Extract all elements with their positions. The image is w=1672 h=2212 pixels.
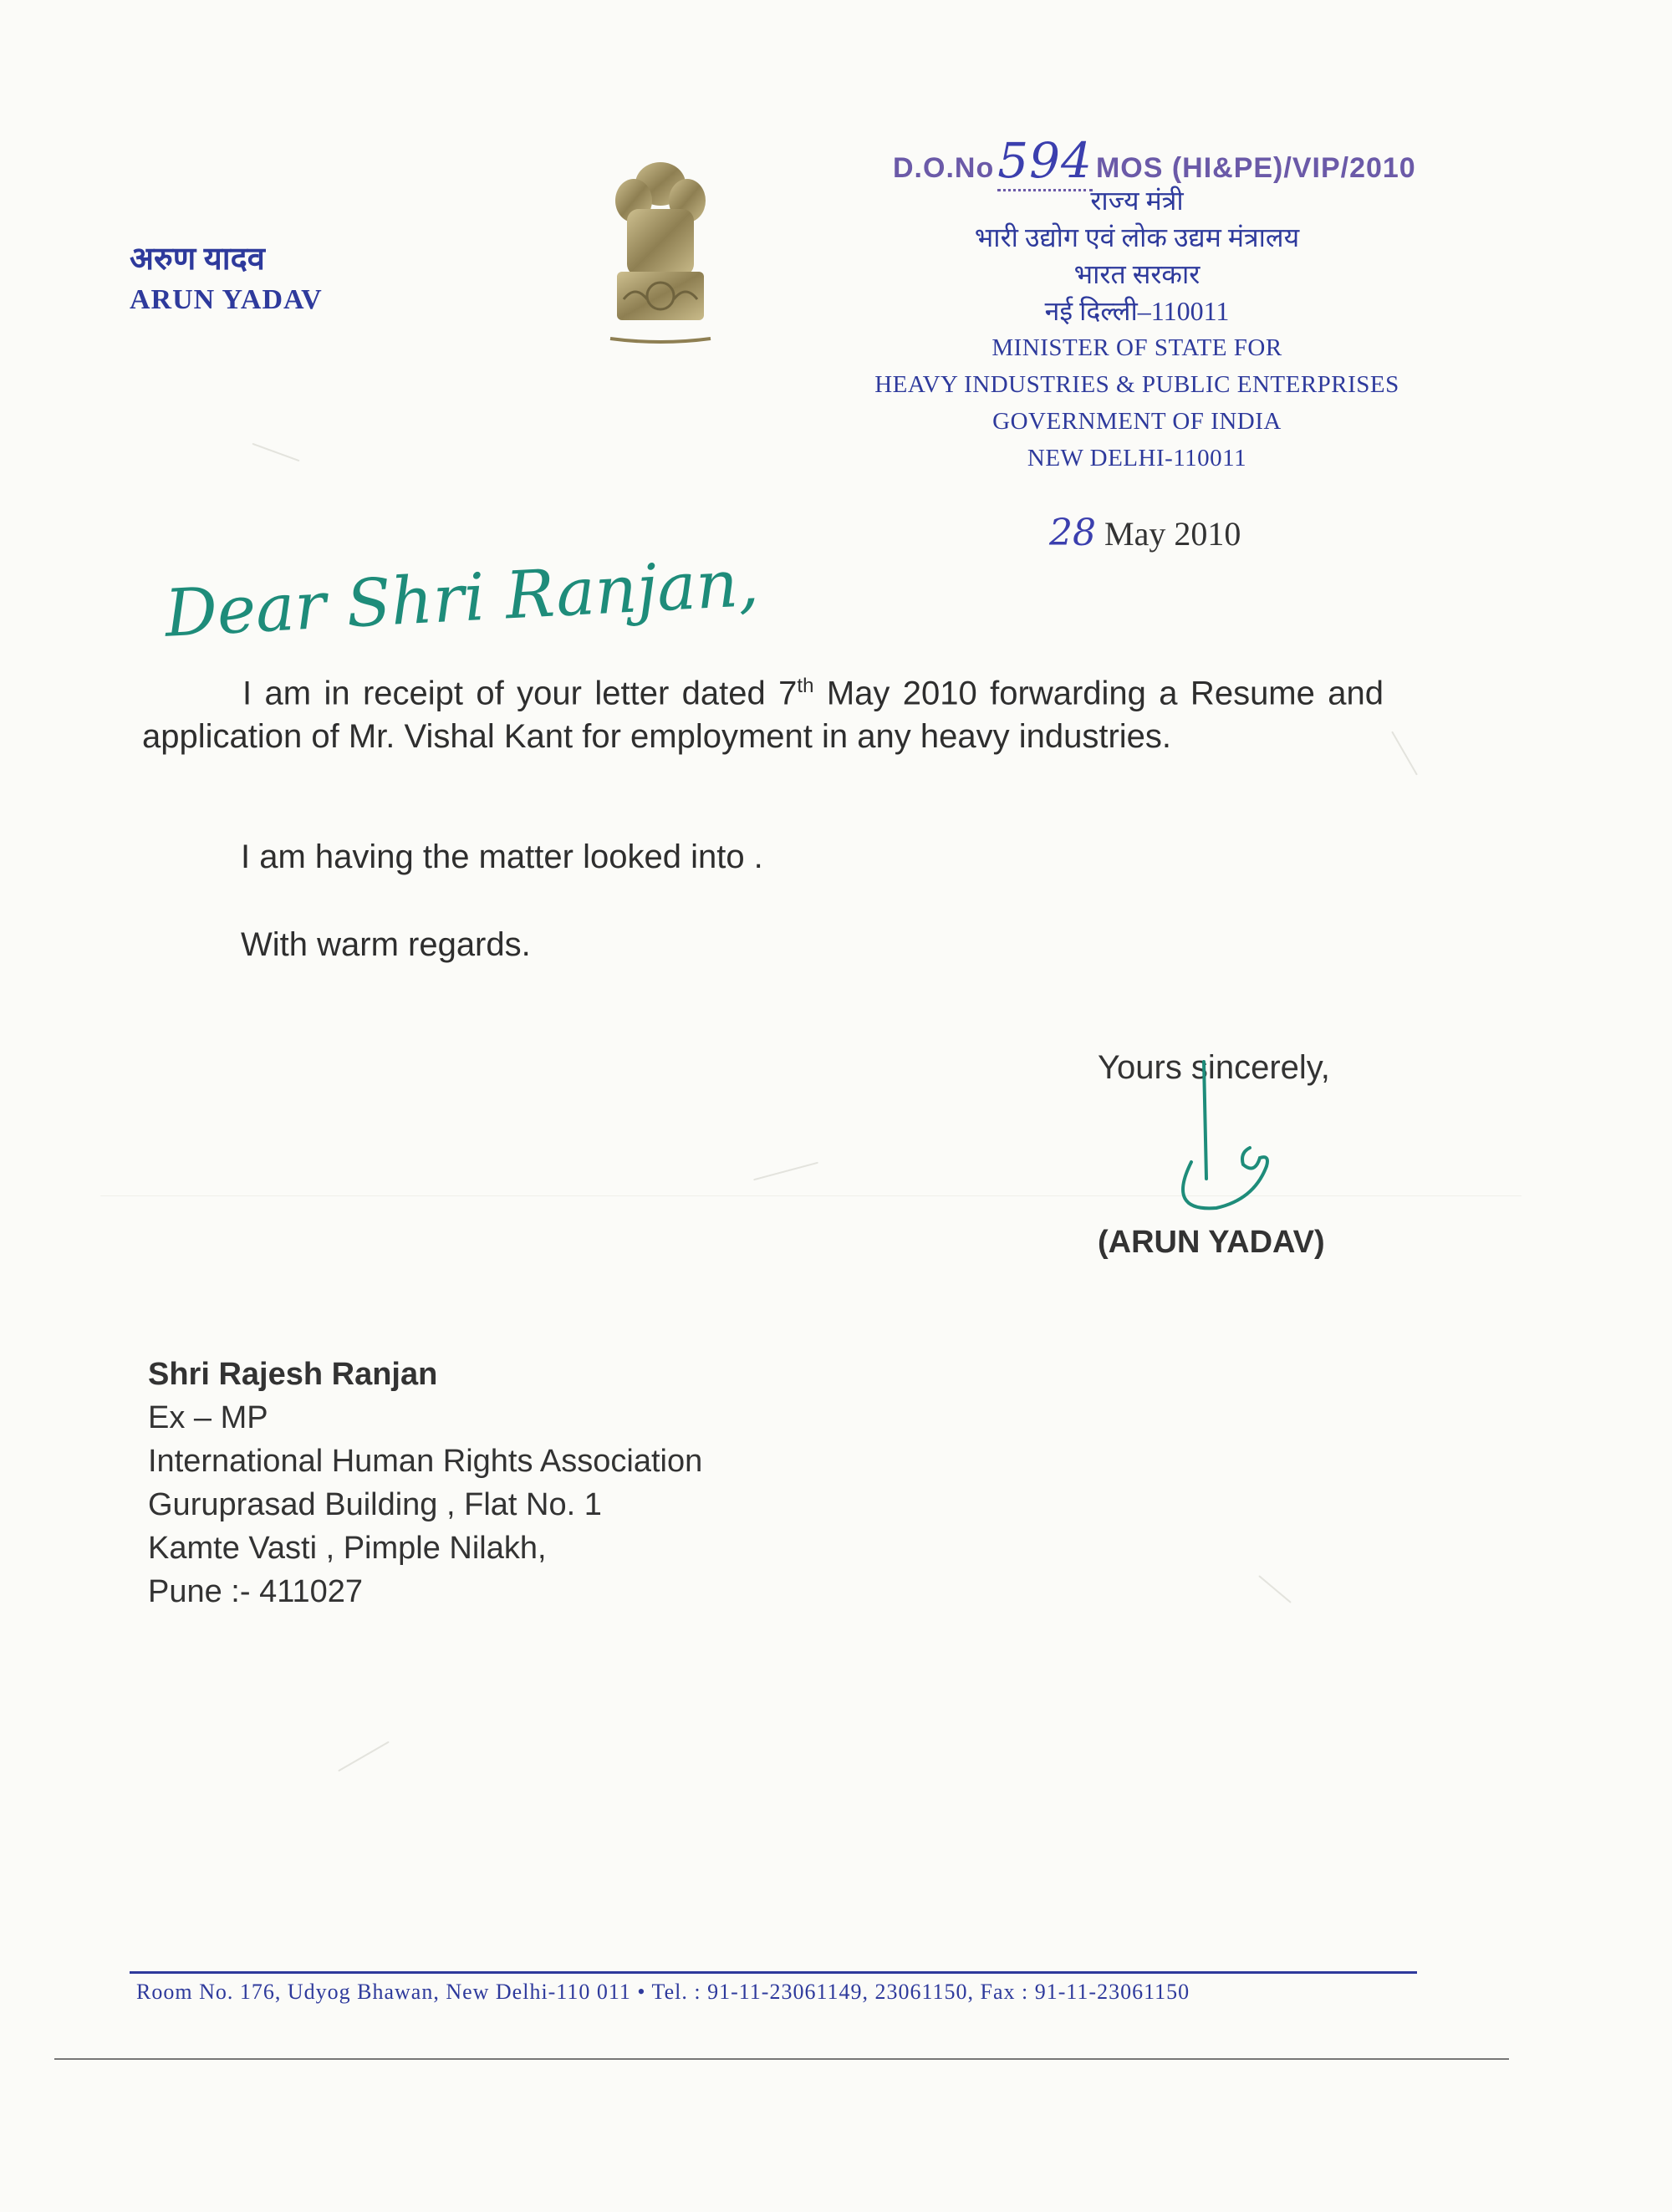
addressee-line: International Human Rights Association — [148, 1444, 703, 1479]
office-line-english: MINISTER OF STATE FOR — [991, 334, 1282, 361]
valediction: Yours sincerely, — [1098, 1049, 1330, 1086]
sender-name-hindi: अरुण यादव — [130, 242, 265, 277]
reference-prefix: D.O.No — [893, 152, 995, 184]
body-text: May 2010 forwarding a Resume and application of Mr. Vishal Kant for employment in any heavy industries. — [142, 675, 1384, 756]
office-line-english: NEW DELHI-110011 — [1027, 445, 1247, 471]
body-paragraph — [142, 665, 1384, 758]
page-fold-line — [54, 2058, 1509, 2060]
office-line-hindi: राज्य मंत्री — [1090, 186, 1184, 216]
addressee-line: Kamte Vasti , Pimple Nilakh, — [148, 1531, 547, 1566]
office-address-block — [811, 182, 1463, 477]
body-text: I am in receipt of your letter dated 7 — [242, 675, 798, 712]
sender-name-english: ARUN YADAV — [130, 284, 323, 315]
footer-contact: Room No. 176, Udyog Bhawan, New Delhi-110 011 • Tel. : 91-11-23061149, 23061150, Fax : 91-11-23061150 — [136, 1980, 1190, 2004]
body-line: I am having the matter looked into . — [241, 838, 763, 875]
letter-date — [1049, 512, 1241, 554]
office-line-english: HEAVY INDUSTRIES & PUBLIC ENTERPRISES — [874, 371, 1399, 398]
addressee-block — [148, 1353, 702, 1613]
office-line-english: GOVERNMENT OF INDIA — [992, 408, 1282, 435]
date-month-year: May 2010 — [1104, 515, 1241, 553]
signature-mark — [1158, 1053, 1292, 1237]
signatory-name: (ARUN YADAV) — [1098, 1225, 1325, 1260]
footer-divider — [130, 1971, 1417, 1974]
salutation-handwritten: Dear Shri Ranjan, — [163, 545, 761, 652]
ordinal-suffix: th — [797, 675, 814, 697]
office-line-hindi: भारी उद्योग एवं लोक उद्यम मंत्रालय — [974, 222, 1300, 252]
national-emblem-icon — [602, 150, 719, 351]
addressee-line: Ex – MP — [148, 1400, 268, 1435]
reference-handwritten-number: 594 — [997, 132, 1093, 191]
office-line-hindi: नई दिल्ली–110011 — [1044, 296, 1230, 326]
date-day-handwritten: 28 — [1049, 512, 1096, 554]
addressee-line: Guruprasad Building , Flat No. 1 — [148, 1487, 602, 1522]
addressee-name: Shri Rajesh Ranjan — [148, 1357, 438, 1392]
addressee-line: Pune :- 411027 — [148, 1574, 364, 1609]
office-line-hindi: भारत सरकार — [1073, 259, 1200, 289]
body-line: With warm regards. — [241, 926, 531, 963]
reference-suffix: MOS (HI&PE)/VIP/2010 — [1095, 152, 1416, 184]
